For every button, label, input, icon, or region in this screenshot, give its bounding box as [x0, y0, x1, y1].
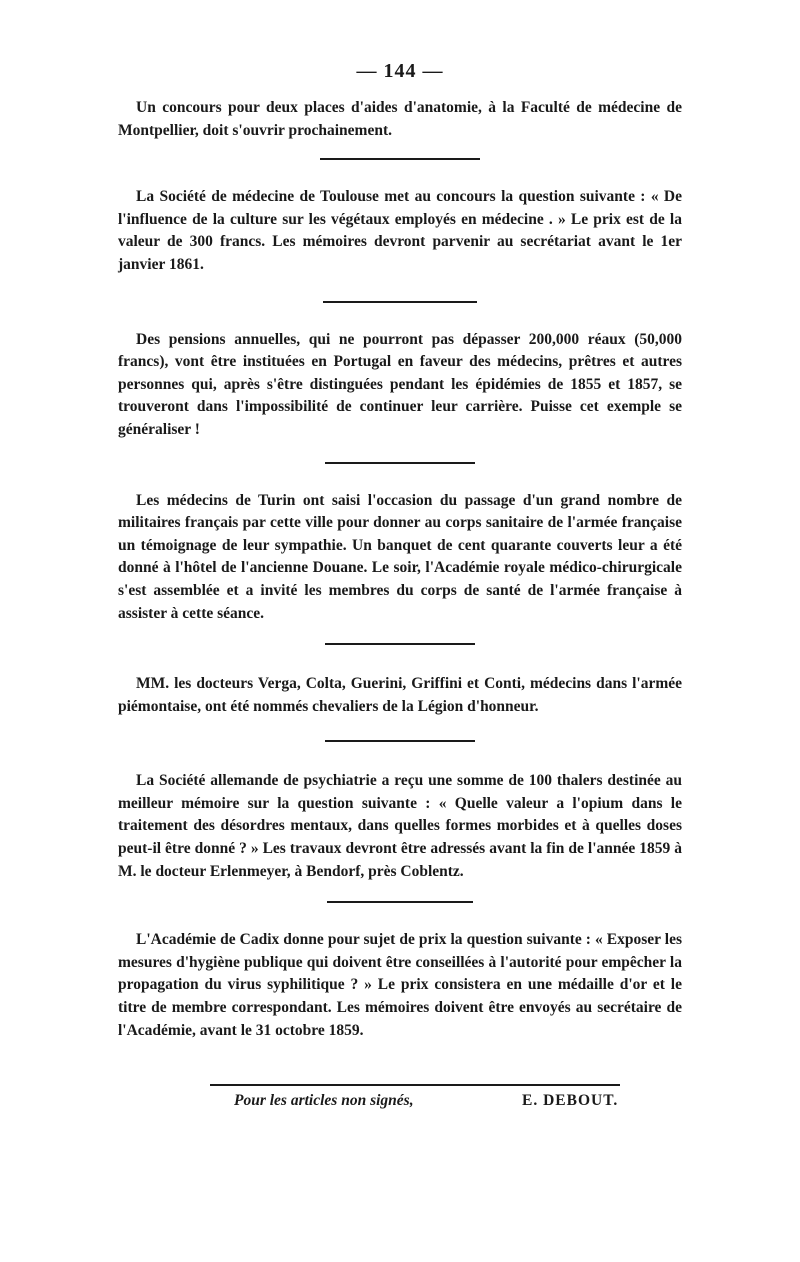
signature-label: Pour les articles non signés, — [234, 1092, 414, 1110]
page-number: — 144 — — [356, 60, 444, 82]
document-page — [118, 60, 682, 1118]
section-divider — [320, 158, 480, 160]
news-item-cadix — [118, 929, 682, 1042]
paragraph-text: Des pensions annuelles, qui ne pourront pas dépasser 200,000 réaux (50,000 francs), vont être instituées en Portugal en faveur des médecins, prêtres et autres personnes qui, après s'être distinguées pendant les épidémies de 1855 et 1857, se trouveront dans l'impossibilité de continuer leur carrière. Puisse cet exemple se généraliser ! — [118, 330, 682, 438]
section-divider — [323, 301, 477, 303]
news-item-psychiatrie — [118, 770, 682, 883]
paragraph-text: La Société allemande de psychiatrie a reçu une somme de 100 thalers destinée au meilleur mémoire sur la question suivante : « Quelle valeur a l'opium dans le traitement des désordres mentaux, dans quelles formes morbides et à quelles doses peut-il être donné ? » Les travaux devront être adressés avant la fin de l'année 1859 à M. le docteur Erlenmeyer, à Bendorf, près Coblentz. — [118, 772, 682, 880]
news-item-legion-honneur — [118, 673, 682, 718]
paragraph-text: La Société de médecine de Toulouse met au concours la question suivante : « De l'influence de la culture sur les végétaux employés en médecine . » Le prix est de la valeur de 300 francs. Les mémoires devront parvenir au secrétariat avant le 1er janvier 1861. — [118, 188, 682, 273]
paragraph-text: MM. les docteurs Verga, Colta, Guerini, Griffini et Conti, médecins dans l'armée piémontaise, ont été nommés chevaliers de la Légion d'honneur. — [118, 675, 682, 715]
signature-line — [118, 1092, 682, 1118]
news-item-turin — [118, 490, 682, 626]
section-divider — [327, 901, 473, 903]
signature-name: E. DEBOUT. — [522, 1092, 619, 1110]
news-item-toulouse — [118, 186, 682, 276]
paragraph-text: Un concours pour deux places d'aides d'anatomie, à la Faculté de médecine de Montpellier, doit s'ouvrir prochainement. — [118, 99, 682, 139]
paragraph-text: L'Académie de Cadix donne pour sujet de prix la question suivante : « Exposer les mesures d'hygiène publique qui doivent être conseillées à l'autorité pour empêcher la propagation du virus syphilitique ? » Le prix consistera en une médaille d'or et le titre de membre correspondant. Les mémoires doivent être envoyés au secrétaire de l'Académie, avant le 31 octobre 1859. — [118, 931, 682, 1039]
paragraph-text: Les médecins de Turin ont saisi l'occasion du passage d'un grand nombre de militaires français par cette ville pour donner au corps sanitaire de l'armée française un témoignage de leur sympathie. Un banquet de cent quarante couverts leur a été donné à l'hôtel de l'ancienne Douane. Le soir, l'Académie royale médico-chirurgicale s'est assemblée et a invité les membres du corps de santé de l'armée française à assister à cette séance. — [118, 491, 682, 622]
news-item-montpellier — [118, 97, 682, 142]
section-divider — [325, 740, 475, 742]
section-divider — [325, 462, 475, 464]
section-divider — [325, 643, 475, 645]
footer-divider — [210, 1084, 620, 1086]
news-item-portugal — [118, 329, 682, 442]
